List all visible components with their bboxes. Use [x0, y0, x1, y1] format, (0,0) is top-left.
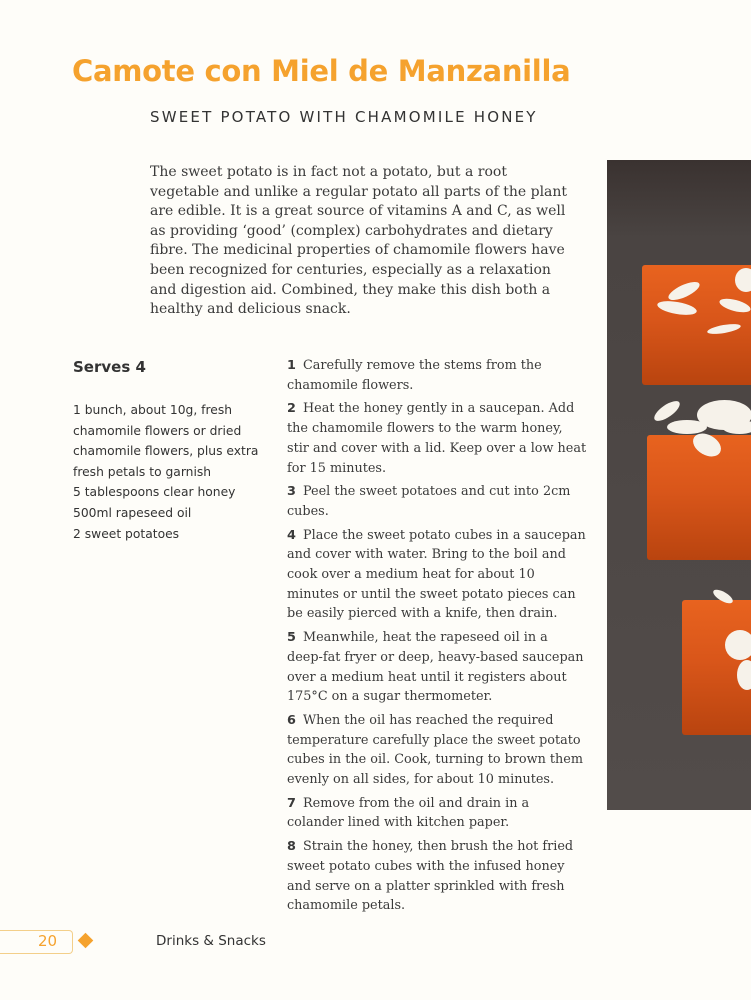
page-number: 20: [38, 932, 58, 950]
step-text: Strain the honey, then brush the hot fried sweet potato cubes with the infused honey and serve on a platter sprinkled with fresh chamomile petals.: [287, 839, 574, 914]
step-item: [287, 482, 587, 521]
sweet-potato-photo: [607, 160, 751, 810]
step-text: Remove from the oil and drain in a colander lined with kitchen paper.: [287, 795, 530, 831]
section-name: Drinks & Snacks: [156, 933, 266, 949]
step-text: Heat the honey gently in a saucepan. Add the chamomile flowers to the warm honey, stir and cover with a lid. Keep over a low heat for 15 minutes.: [287, 401, 587, 476]
diamond-icon: [78, 933, 94, 949]
recipe-title: Camote con Miel de Manzanilla: [72, 54, 571, 88]
step-text: Meanwhile, heat the rapeseed oil in a deep-fat fryer or deep, heavy-based saucepan over a medium heat until it registers about 175°C on a sugar thermometer.: [287, 630, 584, 705]
step-item: [287, 399, 587, 478]
petal: [722, 420, 751, 434]
ingredients-list: [73, 400, 263, 544]
ingredient-item: 5 tablespoons clear honey: [73, 485, 236, 500]
step-item: [287, 711, 587, 790]
ingredient-item: 1 bunch, about 10g, fresh chamomile flowers or dried chamomile flowers, plus extra fresh petals to garnish: [73, 403, 259, 479]
step-number: 2: [287, 401, 296, 417]
petal: [725, 630, 751, 660]
step-item: [287, 526, 587, 625]
step-text: Peel the sweet potatoes and cut into 2cm cubes.: [287, 484, 571, 519]
step-number: 1: [287, 358, 296, 373]
serves-heading: Serves 4: [73, 358, 146, 376]
page-number-tab: [0, 930, 73, 954]
step-text: Place the sweet potato cubes in a saucepan and cover with water. Bring to the boil and cook over a medium heat for about 10 minutes or until the sweet potato pieces can be easily pierced with a knife, then drain.: [287, 527, 586, 622]
intro-paragraph: The sweet potato is in fact not a potato, but a root vegetable and unlike a regular potato all parts of the plant are edible. It is a great source of vitamins A and C, as well as providing ‘good’ (complex) carbohydrates and dietary fibre. The medicinal properties of chamomile flowers have been recognized for centuries, especially as a relaxation and digestion aid. Combined, they make this dish both a healthy and delicious snack.: [150, 164, 568, 318]
step-number: 7: [287, 795, 296, 811]
step-text: When the oil has reached the required temperature carefully place the sweet potato cubes in the oil. Cook, turning to brown them evenly on all sides, for about 10 minutes.: [287, 712, 583, 788]
petal: [737, 660, 751, 690]
ingredient-item: 500ml rapeseed oil: [73, 505, 192, 520]
step-number: 8: [287, 839, 296, 855]
step-number: 6: [287, 712, 296, 728]
recipe-subtitle: SWEET POTATO WITH CHAMOMILE HONEY: [150, 108, 538, 126]
step-number: 3: [287, 484, 296, 500]
step-item: [287, 356, 587, 395]
step-number: 5: [287, 630, 296, 646]
step-number: 4: [287, 527, 296, 543]
step-item: [287, 794, 587, 833]
ingredient-item: 2 sweet potatoes: [73, 526, 180, 541]
method-steps: [287, 356, 587, 920]
step-text: Carefully remove the stems from the chamomile flowers.: [287, 358, 542, 393]
step-item: [287, 837, 587, 916]
petal: [735, 268, 751, 292]
potato-cube: [647, 435, 751, 560]
step-item: [287, 628, 587, 707]
